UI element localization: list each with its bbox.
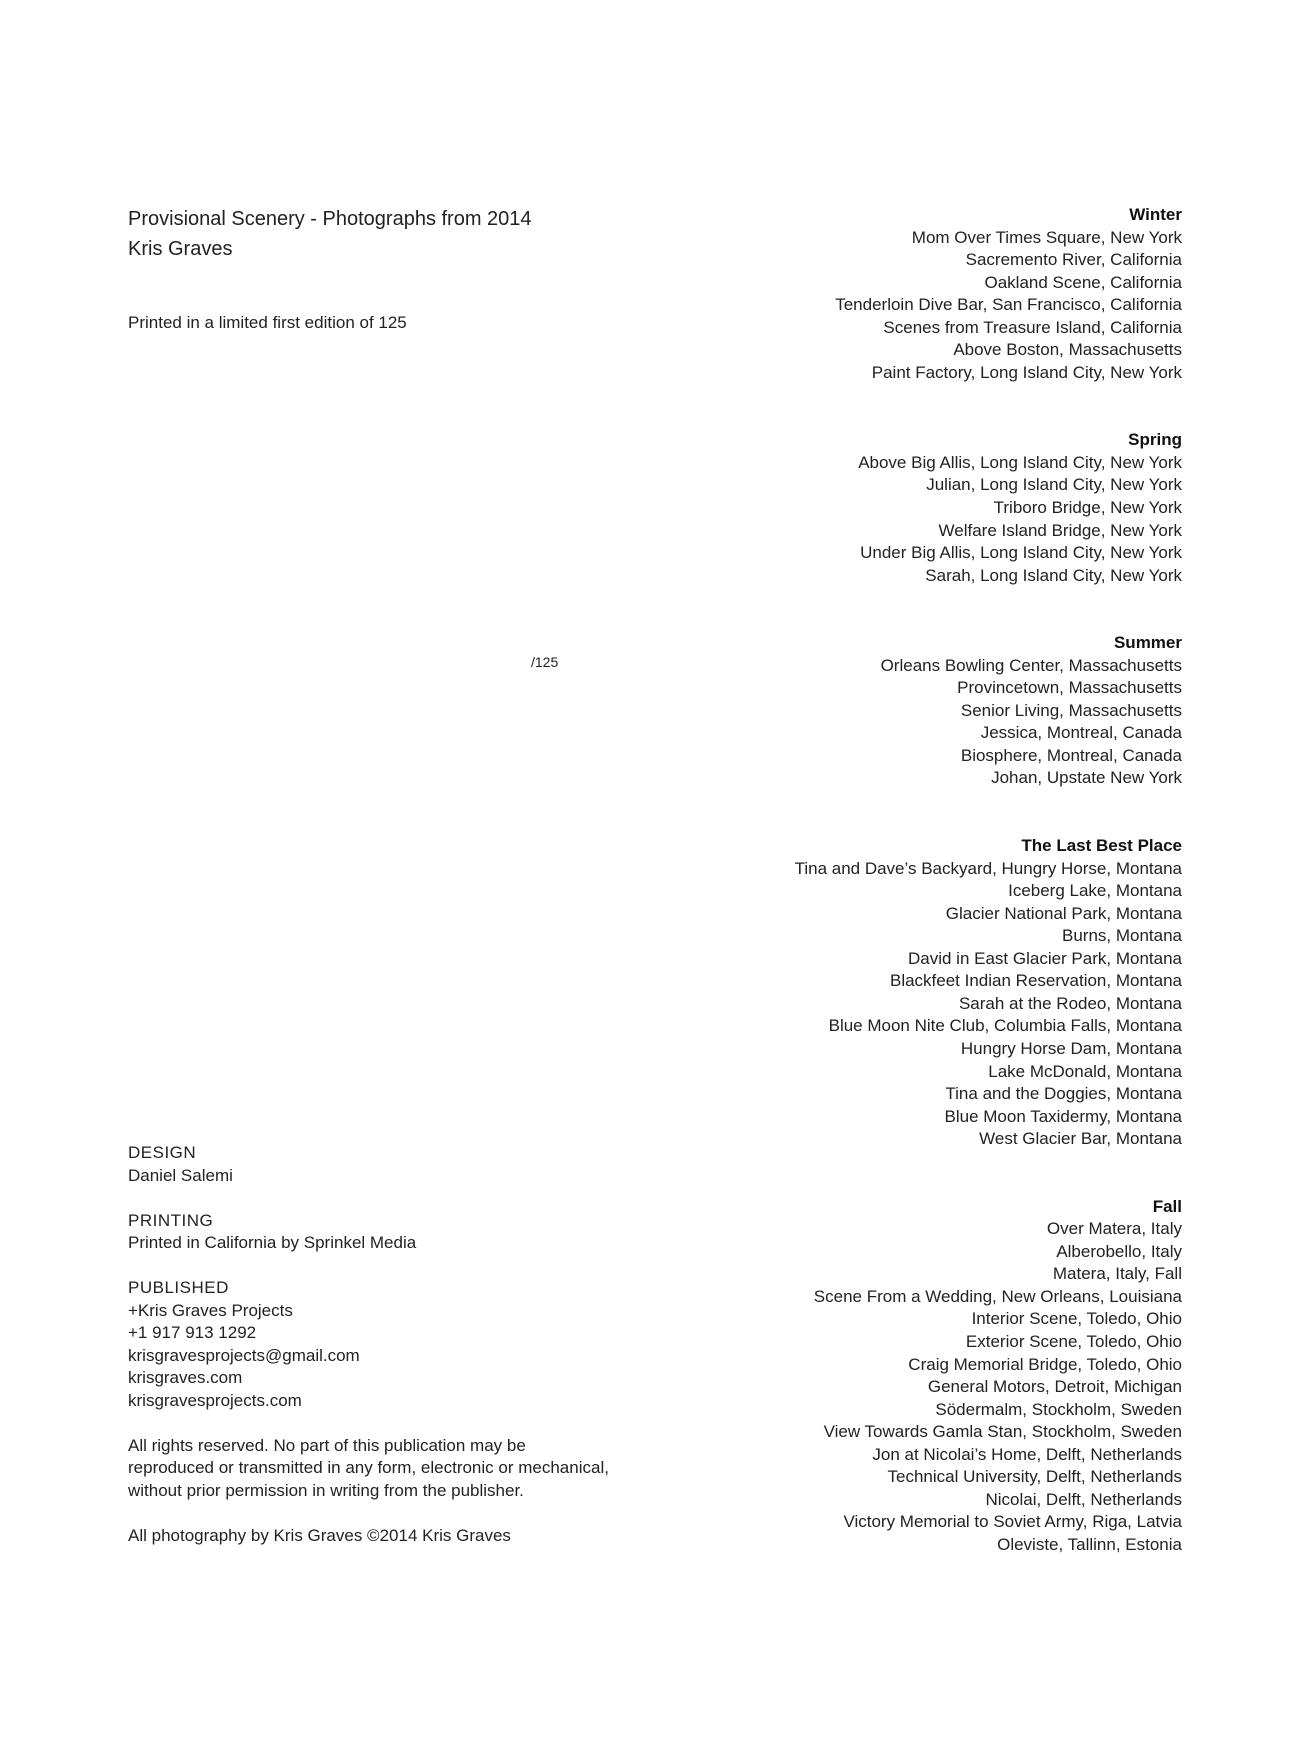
photo-title: Scenes from Treasure Island, California bbox=[883, 317, 1182, 337]
section-title: Summer bbox=[1113, 633, 1182, 653]
photo-title: Lake McDonald, Montana bbox=[988, 1061, 1182, 1081]
photo-title: Biosphere, Montreal, Canada bbox=[960, 745, 1182, 765]
edition-numbering: /125 bbox=[531, 654, 559, 670]
photo-title: Hungry Horse Dam, Montana bbox=[960, 1038, 1182, 1058]
contents-section bbox=[622, 1196, 1182, 1557]
printing-text: Printed in California by Sprinkel Media bbox=[128, 1233, 417, 1252]
photo-title: Triboro Bridge, New York bbox=[993, 498, 1182, 518]
published-line: +1 917 913 1292 bbox=[128, 1323, 257, 1342]
photo-title: Jessica, Montreal, Canada bbox=[980, 723, 1182, 743]
photo-title: Under Big Allis, Long Island City, New York bbox=[860, 543, 1182, 563]
published-line: +Kris Graves Projects bbox=[128, 1300, 293, 1320]
photo-title: West Glacier Bar, Montana bbox=[979, 1129, 1182, 1149]
photo-title: Over Matera, Italy bbox=[1046, 1219, 1182, 1239]
printing-heading: PRINTING bbox=[128, 1210, 214, 1230]
contents-list bbox=[622, 204, 1182, 1556]
photo-title: View Towards Gamla Stan, Stockholm, Sweden bbox=[823, 1422, 1182, 1442]
design-heading: DESIGN bbox=[128, 1143, 197, 1162]
photo-title: Matera, Italy, Fall bbox=[1052, 1264, 1182, 1284]
section-title: Spring bbox=[1128, 430, 1182, 450]
photo-title: Above Boston, Massachusetts bbox=[953, 340, 1182, 360]
photo-title: Tina and Dave’s Backyard, Hungry Horse, Montana bbox=[794, 858, 1182, 878]
published-heading: PUBLISHED bbox=[128, 1278, 229, 1297]
photo-title: Blue Moon Nite Club, Columbia Falls, Montana bbox=[828, 1016, 1182, 1036]
photo-title: David in East Glacier Park, Montana bbox=[907, 948, 1182, 968]
photo-title: Iceberg Lake, Montana bbox=[1008, 881, 1182, 901]
section-title: The Last Best Place bbox=[1021, 836, 1182, 856]
title-block bbox=[128, 204, 688, 264]
photo-title: Glacier National Park, Montana bbox=[945, 903, 1182, 923]
edition-note: Printed in a limited first edition of 125 bbox=[128, 313, 407, 332]
photo-title: Nicolai, Delft, Netherlands bbox=[985, 1489, 1182, 1509]
section-title: Fall bbox=[1152, 1196, 1182, 1216]
design-name: Daniel Salemi bbox=[128, 1165, 233, 1185]
rights-line: without prior permission in writing from the publisher. bbox=[128, 1480, 524, 1500]
photo-title: Welfare Island Bridge, New York bbox=[938, 520, 1182, 540]
photo-title: Orleans Bowling Center, Massachusetts bbox=[880, 655, 1182, 675]
section-title: Winter bbox=[1129, 205, 1182, 224]
photo-title: Above Big Allis, Long Island City, New York bbox=[858, 452, 1182, 472]
photo-title: Julian, Long Island City, New York bbox=[926, 475, 1182, 495]
photo-title: Technical University, Delft, Netherlands bbox=[887, 1467, 1182, 1487]
photo-title: Jon at Nicolai’s Home, Delft, Netherlands bbox=[872, 1444, 1182, 1464]
photo-title: Interior Scene, Toledo, Ohio bbox=[971, 1309, 1182, 1329]
book-author: Kris Graves bbox=[128, 238, 233, 260]
contents-section bbox=[622, 632, 1182, 790]
photo-title: Tenderloin Dive Bar, San Francisco, California bbox=[835, 295, 1182, 315]
photo-title: Alberobello, Italy bbox=[1056, 1241, 1182, 1261]
photo-title: Provincetown, Massachusetts bbox=[957, 678, 1182, 698]
rights-line: reproduced or transmitted in any form, electronic or mechanical, bbox=[128, 1458, 609, 1477]
photo-title: Blue Moon Taxidermy, Montana bbox=[944, 1106, 1182, 1126]
photo-title: Södermalm, Stockholm, Sweden bbox=[935, 1399, 1182, 1419]
published-line: krisgravesprojects.com bbox=[128, 1390, 302, 1410]
photo-title: Paint Factory, Long Island City, New York bbox=[871, 362, 1182, 382]
book-title: Provisional Scenery - Photographs from 2014 bbox=[128, 208, 532, 230]
contents-section bbox=[622, 429, 1182, 587]
contents-section bbox=[622, 204, 1182, 384]
photo-title: Victory Memorial to Soviet Army, Riga, Latvia bbox=[843, 1512, 1182, 1532]
rights-line: All rights reserved. No part of this publication may be bbox=[128, 1435, 526, 1455]
photo-title: Oleviste, Tallinn, Estonia bbox=[997, 1534, 1182, 1554]
photo-title: Senior Living, Massachusetts bbox=[960, 700, 1182, 720]
photo-title: Tina and the Doggies, Montana bbox=[945, 1084, 1182, 1104]
photo-title: Sacremento River, California bbox=[965, 250, 1182, 270]
published-line: krisgraves.com bbox=[128, 1368, 243, 1387]
photo-title: Sarah, Long Island City, New York bbox=[925, 565, 1182, 585]
published-line: krisgravesprojects@gmail.com bbox=[128, 1345, 360, 1365]
photo-title: Exterior Scene, Toledo, Ohio bbox=[965, 1331, 1182, 1351]
photo-title: Blackfeet Indian Reservation, Montana bbox=[889, 971, 1182, 991]
photo-title: Craig Memorial Bridge, Toledo, Ohio bbox=[908, 1354, 1182, 1374]
photo-title: Burns, Montana bbox=[1061, 926, 1182, 946]
contents-section bbox=[622, 835, 1182, 1151]
photography-credit: All photography by Kris Graves ©2014 Kris Graves bbox=[128, 1525, 511, 1545]
photo-title: Oakland Scene, California bbox=[984, 272, 1182, 292]
photo-title: Mom Over Times Square, New York bbox=[911, 227, 1182, 247]
photo-title: General Motors, Detroit, Michigan bbox=[927, 1377, 1182, 1397]
photo-title: Johan, Upstate New York bbox=[991, 768, 1182, 788]
photo-title: Sarah at the Rodeo, Montana bbox=[958, 993, 1182, 1013]
photo-title: Scene From a Wedding, New Orleans, Louisiana bbox=[813, 1286, 1182, 1306]
credits-block bbox=[128, 1142, 688, 1547]
